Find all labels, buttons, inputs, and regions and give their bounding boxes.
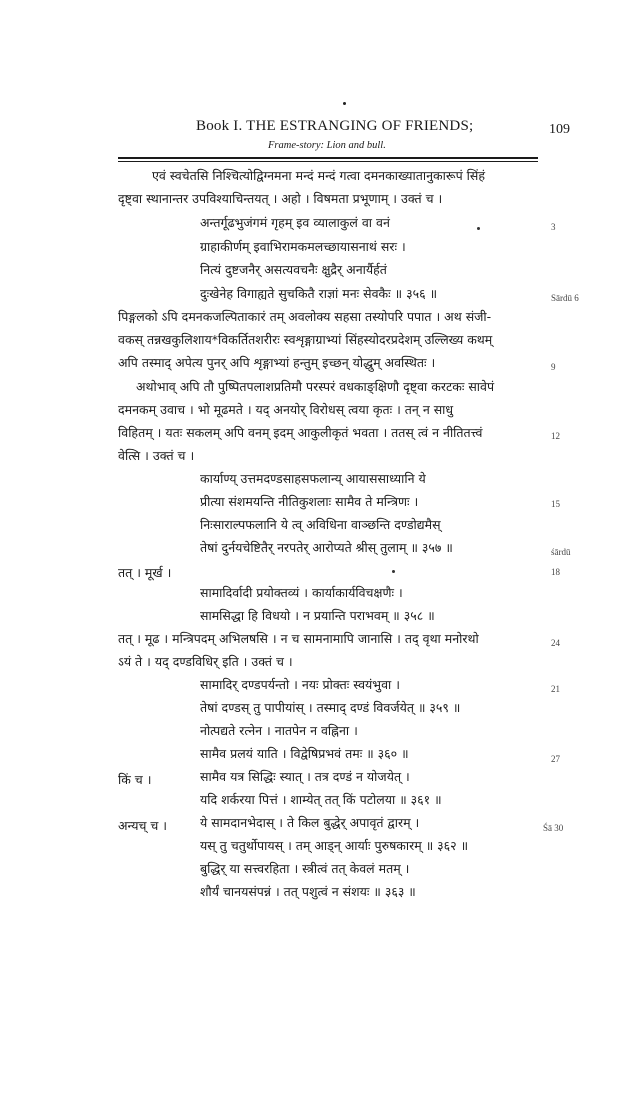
margin-line-number: Śā 30 <box>543 823 564 833</box>
prose-line: तत् । मूढ । मन्त्रिपदम् अभिलषसि । न च सामनामापि जानासि । तद् वृथा मनोरथो <box>118 631 479 646</box>
verse-line: सामैव यत्र सिद्धिः स्यात् । तत्र दण्डं न योजयेत् । <box>200 769 410 784</box>
verse-line: नित्यं दुष्टजनैर् असत्यवचनैः क्षुद्रैर् अनार्यैर्हतं <box>200 262 387 277</box>
margin-line-number: 21 <box>551 684 560 694</box>
speaker-label: तत् । मूर्ख । <box>118 565 172 580</box>
verse-line: यस् तु चतुर्थोपायस् । तम् आड्न् आर्याः पुरुषकारम् ॥ ३६२ ॥ <box>200 838 469 853</box>
verse-line: सामादिर्वादी प्रयोक्तव्यं । कार्याकार्यविचक्षणैः । <box>200 585 403 600</box>
header-rule-thin <box>118 161 538 162</box>
margin-line-number: 9 <box>551 362 556 372</box>
margin-line-number: 3 <box>551 222 556 232</box>
verse-line: निःसाराल्पफलानि ये त्व् अविधिना वाञ्छन्ति दण्डोद्यमैस् <box>200 517 441 532</box>
prose-line: अथोभाव् अपि तौ पुष्पितपलाशप्रतिमौ परस्परं वधकाङ्क्षिणौ दृष्ट्वा करटकः सावेपं <box>136 379 495 394</box>
print-speck <box>343 102 346 105</box>
print-speck <box>477 227 480 230</box>
prose-line: ऽयं ते । यद् दण्डविधिर् इति । उक्तं च । <box>118 654 293 669</box>
connector-label: अन्यच् च । <box>118 818 168 833</box>
margin-line-number: 27 <box>551 754 560 764</box>
verse-line: कार्याण्य् उत्तमदण्डसाहसफलान्य् आयाससाध्यानि ये <box>200 471 426 486</box>
page-number: 109 <box>549 122 570 137</box>
verse-line: सामैव प्रलयं याति । विद्वेषिप्रभवं तमः ॥ ३६० ॥ <box>200 746 409 761</box>
prose-line: अपि तस्माद् अपेत्य पुनर् अपि शृङ्गाभ्यां हन्तुम् इच्छन् योद्धुम् अवस्थितः । <box>118 355 436 370</box>
page-subtitle: Frame-story: Lion and bull. <box>268 140 386 151</box>
verse-line: शौर्यं चानयसंपन्नं । तत् पशुत्वं न संशयः ॥ ३६३ ॥ <box>200 884 416 899</box>
print-speck <box>392 570 395 573</box>
prose-line: दमनकम् उवाच । भो मूढमते । यद् अनयोर् विरोधस् त्वया कृतः । तन् न साधु <box>118 402 454 417</box>
page-header-title: Book I. THE ESTRANGING OF FRIENDS; <box>196 118 474 134</box>
margin-line-number: 12 <box>551 431 560 441</box>
prose-line: विहितम् । यतः सकलम् अपि वनम् इदम् आकुलीकृतं भवता । ततस् त्वं न नीतितत्त्वं <box>118 425 483 440</box>
verse-line: नोत्पद्यते रत्नेन । नातपेन न वह्निना । <box>200 723 358 738</box>
connector-label: किं च । <box>118 772 152 787</box>
margin-line-number: śārdū <box>551 547 571 557</box>
verse-line: दुःखेनेह विगाह्यते सुचकितै राज्ञां मनः सेवकैः ॥ ३५६ ॥ <box>200 286 438 301</box>
verse-line: तेषां दुर्नयचेष्टितैर् नरपतेर् आरोप्यते श्रीस् तुलाम् ॥ ३५७ ॥ <box>200 540 453 555</box>
verse-line: ये सामदानभेदास् । ते किल बुद्धेर् अपावृतं द्वारम् । <box>200 815 420 830</box>
verse-line: प्रीत्या संशमयन्ति नीतिकुशलाः सामैव ते मन्त्रिणः । <box>200 494 419 509</box>
prose-line: वकस् तन्नखकुलिशाय*विकर्तितशरीरः स्वशृङ्गाग्राभ्यां सिंहस्योदरप्रदेशम् उल्लिख्य कथम् <box>118 332 493 347</box>
margin-line-number: 18 <box>551 567 560 577</box>
verse-line: अन्तर्गूढभुजंगमं गृहम् इव व्यालाकुलं वा वनं <box>200 215 390 230</box>
verse-line: ग्राहाकीर्णम् इवाभिरामकमलच्छायासनाथं सरः । <box>200 239 406 254</box>
prose-line: दृष्ट्वा स्थानान्तर उपविश्याचिन्तयत् । अहो । विषमता प्रभूणाम् । उक्तं च । <box>118 191 443 206</box>
header-rule-thick <box>118 157 538 159</box>
verse-line: तेषां दण्डस् तु पापीयांस् । तस्माद् दण्डं विवर्जयेत् ॥ ३५९ ॥ <box>200 700 461 715</box>
margin-line-number: 24 <box>551 638 560 648</box>
margin-line-number: 15 <box>551 499 560 509</box>
verse-line: यदि शर्करया पित्तं । शाम्येत् तत् किं पटोलया ॥ ३६१ ॥ <box>200 792 442 807</box>
verse-line: सामादिर् दण्डपर्यन्तो । नयः प्रोक्तः स्वयंभुवा । <box>200 677 400 692</box>
prose-line: वेत्सि । उक्तं च । <box>118 448 195 463</box>
prose-line: पिङ्गलको ऽपि दमनकजल्पिताकारं तम् अवलोक्य सहसा तस्योपरि पपात । अथ संजी- <box>118 309 492 324</box>
verse-line: सामसिद्धा हि विधयो । न प्रयान्ति पराभवम् ॥ ३५८ ॥ <box>200 608 435 623</box>
verse-line: बुद्धिर् या सत्त्वरहिता । स्त्रीत्वं तत् केवलं मतम् । <box>200 861 410 876</box>
margin-line-number: Sārdū 6 <box>551 293 579 303</box>
prose-line: एवं स्वचेतसि निश्चित्योद्विग्नमना मन्दं मन्दं गत्वा दमनकाख्यातानुकारूपं सिंहं <box>152 168 485 183</box>
